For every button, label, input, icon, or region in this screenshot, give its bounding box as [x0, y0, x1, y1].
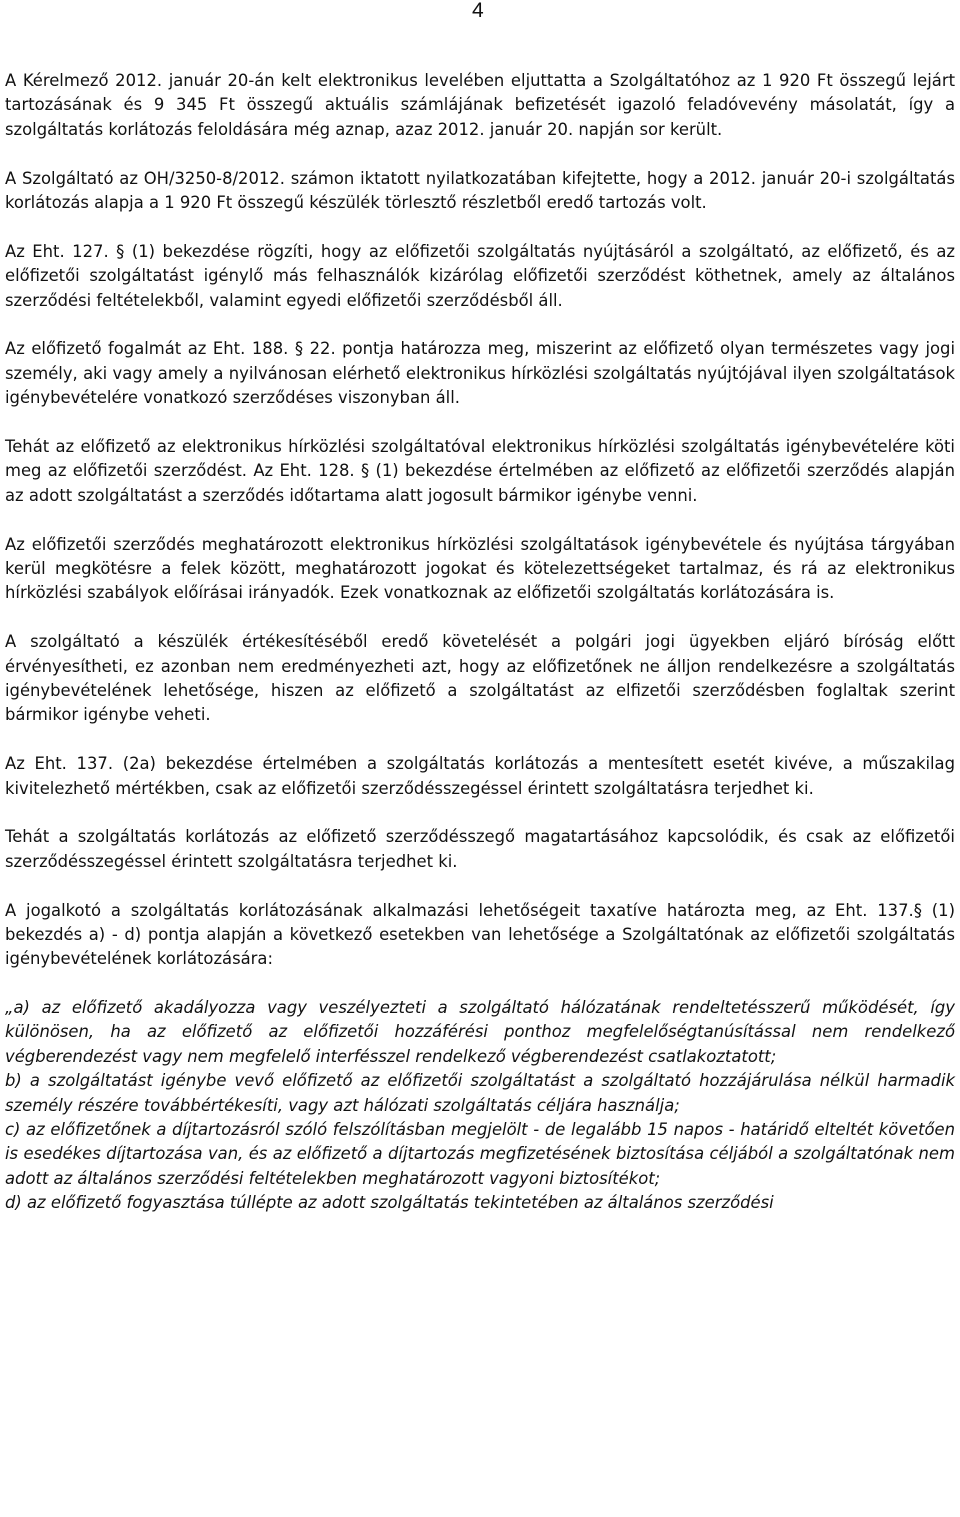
quote-item-d: d) az előfizető fogyasztása túllépte az adott szolgáltatás tekintetében az általános szerződési [5, 1193, 774, 1213]
paragraph-9: Tehát a szolgáltatás korlátozás az előfizető szerződésszegő magatartásához kapcsolódik, és csak az előfizetői szerződésszegéssel érintett szolgáltatásra terjedhet ki. [5, 827, 955, 871]
quote-item-a: „a) az előfizető akadályozza vagy veszélyezteti a szolgáltató hálózatának rendeltetésszerű működését, így különösen, ha az előfizető az előfizetői hozzáférési ponthoz megfelelőségtanúsítással nem rendelkező végberendezést vagy nem megfelelő interfésszel rendelkező végberendezést csatlakoztatott; [5, 997, 955, 1066]
quote-item-c: c) az előfizetőnek a díjtartozásról szóló felszólításban megjelölt - de legalább 15 napos - határidő elteltét követően is esedékes díjtartozása van, és az előfizető a díjtartozás megfizetésének biztosítása céljából a szolgáltatónak nem adott az általános szerződési feltételekben meghatározott vagyoni biztosítékot; [5, 1119, 955, 1188]
paragraph-8: Az Eht. 137. (2a) bekezdése értelmében a szolgáltatás korlátozás a mentesített esetét kivéve, a műszakilag kivitelezhető mértékben, csak az előfizetői szerződésszegéssel érintett szolgáltatásra terjedhet ki. [5, 754, 955, 798]
quote-item-b: b) a szolgáltatást igénybe vevő előfizető az előfizetői szolgáltatást a szolgáltató hozzájárulása nélkül harmadik személy részére továbbértékesíti, vagy azt hálózati szolgáltatás céljára használja; [5, 1071, 955, 1115]
paragraph-2: A Szolgáltató az OH/3250-8/2012. számon iktatott nyilatkozatában kifejtette, hogy a 2012. január 20-i szolgáltatás korlátozás alapja a 1 920 Ft összegű készülék törlesztő részletből eredő tartozás volt. [5, 168, 955, 213]
paragraph-3: Az Eht. 127. § (1) bekezdése rögzíti, hogy az előfizetői szolgáltatás nyújtásáról a szolgáltató, az előfizető, és az előfizetői szolgáltatást igénylő más felhasználók kizárólag előfizetői szerződést köthetnek, amely az általános szerződési feltételekből, valamint egyedi előfizetői szerződésből áll. [5, 241, 955, 310]
paragraph-7: A szolgáltató a készülék értékesítéséből eredő követelését a polgári jogi ügyekben eljáró bíróság előtt érvényesítheti, ez azonban nem eredményezheti azt, hogy az előfizetőnek ne álljon rendelkezésre a szolgáltatás igénybevételének lehetősége, hiszen az előfizető a szolgáltatást az elfizetői szerződésben foglaltak szerint bármikor igénybe veheti. [5, 632, 955, 725]
paragraph-6: Az előfizetői szerződés meghatározott elektronikus hírközlési szolgáltatások igénybevétele és nyújtása tárgyában kerül megkötésre a felek között, meghatározott jogokat és kötelezettségeket tartalmaz, és rá az elektronikus hírközlési szabályok előírásai irányadók. Ezek vonatkoznak az előfizetői szolgáltatás korlátozására is. [5, 534, 955, 603]
page-number: 4 [472, 0, 484, 22]
paragraph-1: A Kérelmező 2012. január 20-án kelt elektronikus levelében eljuttatta a Szolgáltatóhoz az 1 920 Ft összegű lejárt tartozásának és 9 345 Ft összegű aktuális számlájának befizetését igazoló feladóvevény másolatát, így a szolgáltatás korlátozás feloldására még aznap, azaz 2012. január 20. napján sor került. [5, 71, 955, 139]
paragraph-5: Tehát az előfizető az elektronikus hírközlési szolgáltatóval elektronikus hírközlési szolgáltatás igénybevételére köti meg az előfizetői szerződést. Az Eht. 128. § (1) bekezdése értelmében az előfizető az előfizetői szerződés alapján az adott szolgáltatást a szerződés időtartama alatt jogosult bármikor igénybe venni. [5, 437, 955, 505]
paragraph-4: Az előfizető fogalmát az Eht. 188. § 22. pontja határozza meg, miszerint az előfizető olyan természetes vagy jogi személy, aki vagy amely a nyilvánosan elérhető elektronikus hírközlési szolgáltatás nyújtójával ilyen szolgáltatások igénybevételére vonatkozó szerződéses viszonyban áll. [5, 339, 955, 408]
document-body [5, 69, 955, 1216]
paragraph-10: A jogalkotó a szolgáltatás korlátozásának alkalmazási lehetőségeit taxatíve határozta meg, az Eht. 137.§ (1) bekezdés a) - d) pontja alapján a következő esetekben van lehetősége a Szolgáltatónak az előfizetői szolgáltatás igénybevételének korlátozására: [5, 900, 955, 969]
